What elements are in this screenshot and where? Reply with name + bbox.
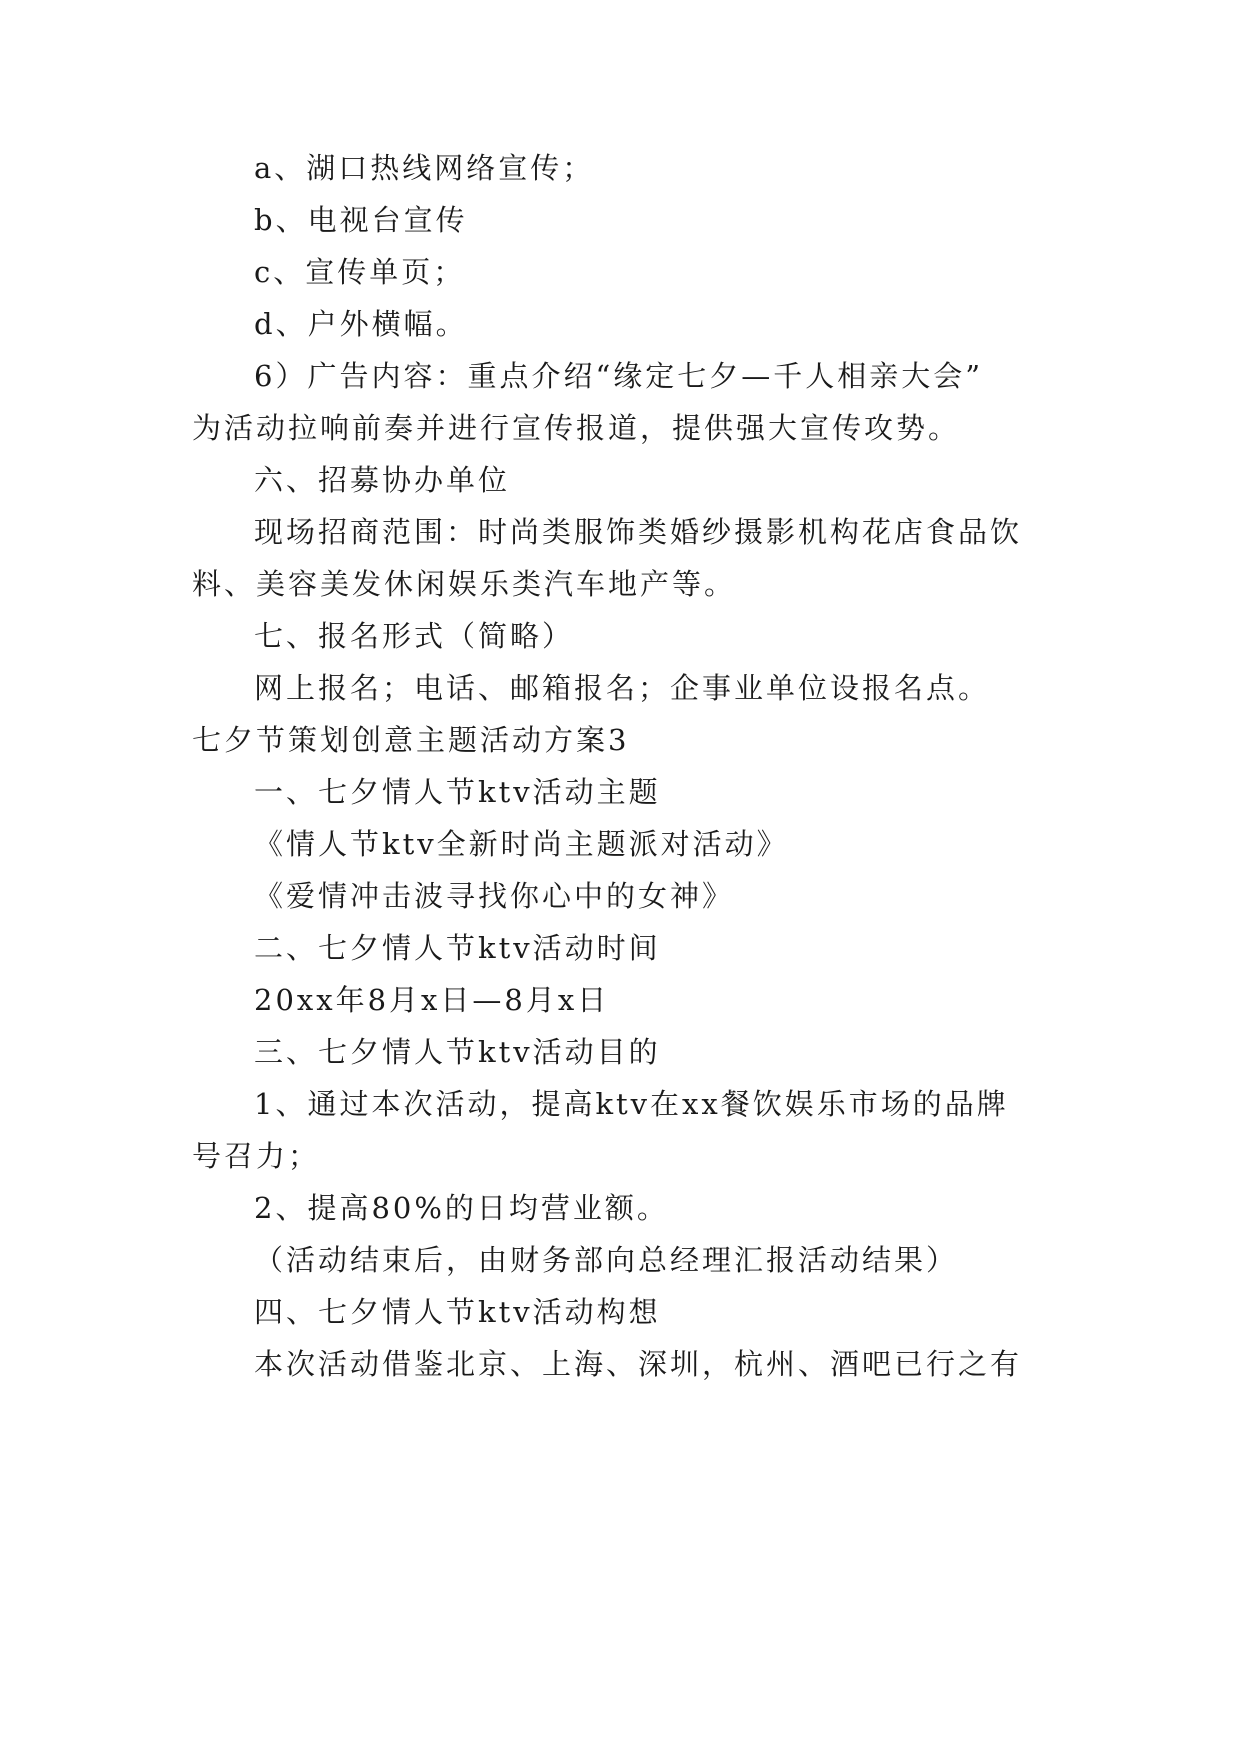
section-heading-sponsors: 六、招募协办单位: [254, 463, 511, 497]
list-item-b: b、电视台宣传: [254, 203, 468, 237]
section-heading-purpose: 三、七夕情人节ktv活动目的: [254, 1035, 661, 1069]
paragraph-ad-content: 6）广告内容：重点介绍“缘定七夕—千人相亲大会”: [254, 359, 984, 393]
paragraph-purpose-1-cont: 号召力；: [192, 1139, 321, 1173]
paragraph-purpose-note: （活动结束后，由财务部向总经理汇报活动结果）: [254, 1243, 959, 1277]
section-heading-concept: 四、七夕情人节ktv活动构想: [254, 1295, 661, 1329]
list-item-c: c、宣传单页；: [254, 255, 466, 289]
list-item-d: d、户外横幅。: [254, 307, 468, 341]
paragraph-registration: 网上报名；电话、邮箱报名；企事业单位设报名点。: [254, 671, 991, 705]
list-item-a: a、湖口热线网络宣传；: [254, 151, 595, 185]
paragraph-purpose-2: 2、提高80%的日均营业额。: [254, 1191, 669, 1225]
section-heading-registration: 七、报名形式（简略）: [254, 619, 575, 653]
paragraph-ad-content-cont: 为活动拉响前奏并进行宣传报道，提供强大宣传攻势。: [192, 411, 961, 445]
paragraph-time: 20xx年8月x日—8月x日: [254, 983, 610, 1017]
paragraph-purpose-1: 1、通过本次活动，提高ktv在xx餐饮娱乐市场的品牌: [254, 1087, 1009, 1121]
section-heading-theme: 一、七夕情人节ktv活动主题: [254, 775, 661, 809]
document-title: 七夕节策划创意主题活动方案3: [192, 723, 630, 757]
paragraph-merchant-scope-cont: 料、美容美发休闲娱乐类汽车地产等。: [192, 567, 737, 601]
section-heading-time: 二、七夕情人节ktv活动时间: [254, 931, 661, 965]
theme-title-1: 《情人节ktv全新时尚主题派对活动》: [254, 827, 789, 861]
paragraph-concept: 本次活动借鉴北京、上海、深圳，杭州、酒吧已行之有: [254, 1347, 1023, 1381]
paragraph-merchant-scope: 现场招商范围：时尚类服饰类婚纱摄影机构花店食品饮: [254, 515, 1023, 549]
theme-title-2: 《爱情冲击波寻找你心中的女神》: [254, 879, 735, 913]
